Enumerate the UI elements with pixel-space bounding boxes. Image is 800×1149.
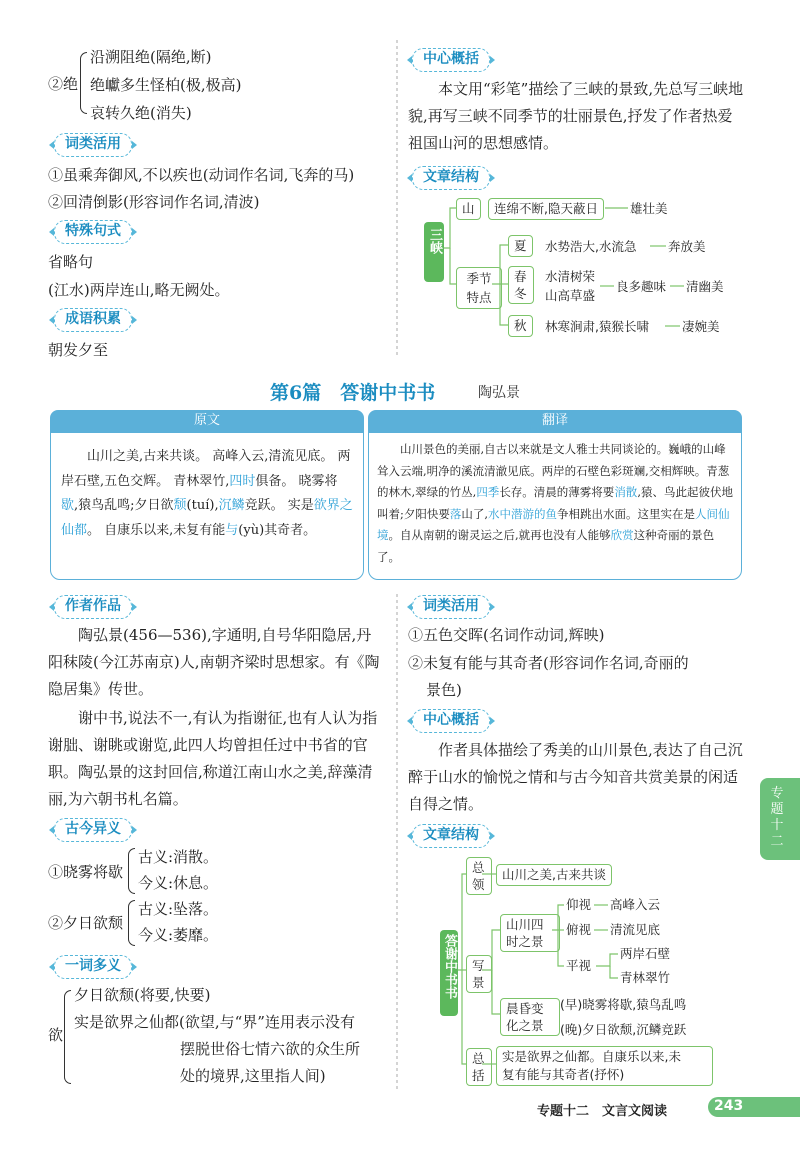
highlight-text: 落 — [449, 506, 462, 521]
body-text: 山川之美,古来共谈。 高峰入云,清流见底。 两岸石壁,五色交辉。 青林翠竹, — [61, 449, 351, 489]
mm2-zong-kuo-desc1: 实是欲界之仙都。自康乐以来,未 — [502, 1049, 681, 1064]
fanyi-header: 翻译 — [368, 410, 742, 432]
jue-item-2: 绝巘多生怪柏(极,极高) — [90, 76, 242, 94]
mm-sw-desc1: 水清树荣 — [545, 269, 596, 284]
fanyi-panel — [368, 432, 742, 580]
page-number: 243 — [714, 1098, 744, 1114]
gj2-label: ②夕日欲颓 — [48, 914, 124, 932]
mm-shan-res: 雄壮美 — [630, 201, 668, 216]
tag-te-shu-ju-shi: 特殊句式 — [54, 220, 132, 244]
tag-zhong-xin-gai-kuo-2: 中心概括 — [412, 709, 490, 733]
rb-ci-lei-2a: ②未复有能与其奇者(形容词作名词,奇丽的 — [408, 654, 689, 672]
body-text: 山了, — [461, 506, 489, 521]
mm-sw-mid: 良多趣味 — [616, 279, 667, 294]
highlight-text: 欣赏 — [610, 528, 634, 543]
mm2-zong-kuo-desc2: 复有能与其奇者(抒怀) — [502, 1067, 625, 1082]
jue-label: ②绝 — [48, 75, 79, 93]
tag-ci-lei-huo-yong: 词类活用 — [54, 133, 132, 157]
mindmap2-root — [440, 930, 458, 1016]
side-tab-label: 专题十二 — [770, 786, 784, 849]
page-number-badge — [708, 1097, 800, 1117]
mm2-yang-desc: 高峰入云 — [610, 897, 661, 912]
tag-zuo-zhe-zuo-pin: 作者作品 — [54, 595, 132, 619]
gj2-jin: 今义:萎靡。 — [138, 926, 219, 944]
mm2-zong-ling: 总领 — [466, 857, 492, 895]
body-text: 争相跳出水面。这里实在是 — [557, 506, 696, 521]
te-shu-item-1: 省略句 — [48, 253, 94, 271]
rb-ci-lei-1: ①五色交晖(名词作动词,辉映) — [408, 626, 605, 644]
gj1-gu: 古义:消散。 — [138, 848, 219, 866]
mm-sw-res: 清幽美 — [686, 279, 724, 294]
side-tab[interactable] — [760, 778, 800, 860]
rb-ci-lei-2b: 景色) — [426, 681, 462, 699]
mindmap2-root-label: 答谢中书书 — [442, 934, 457, 999]
yuanwen-text — [61, 445, 353, 543]
fanyi-text — [377, 439, 735, 569]
mm-autumn: 秋 — [508, 315, 533, 337]
body-text: 。自从南朝的谢灵运之后,就再也没有人能够 — [388, 528, 611, 543]
yi-ci-2a: 实是欲界之仙都(欲望,与“界”连用表示没有 — [74, 1013, 355, 1031]
mindmap-root-label: 三峡 — [427, 228, 442, 254]
mm2-ping-shi: 平视 — [566, 958, 592, 973]
gj1-jin: 今义:休息。 — [138, 874, 219, 892]
mm-summer-desc: 水势浩大,水流急 — [545, 239, 637, 254]
brace — [128, 900, 135, 946]
footer-text: 专题十二 文言文阅读 — [537, 1104, 668, 1119]
mm2-wan: (晚)夕日欲颓,沉鳞竞跃 — [560, 1022, 687, 1037]
body-text: 山川景色的美丽,自古以来就是文人雅士共同谈论的。巍峨的山峰耸入云端,明净的溪流清澈见底。两岸的石壁色彩斑斓,交相辉映。青葱的林木,翠绿的竹丛, — [377, 442, 730, 500]
mm-season: 季节特点 — [456, 267, 502, 309]
te-shu-item-2: (江水)两岸连山,略无阙处。 — [48, 281, 230, 299]
body-text: ,猿、鸟此起彼伏地叫着;夕阳快要 — [377, 485, 733, 521]
article-title: 第6篇 答谢中书书 — [270, 382, 436, 404]
yi-ci-2c: 处的境界,这里指人间) — [180, 1067, 326, 1085]
rb-zhong-xin-text: 作者具体描绘了秀美的山川景色,表达了自己沉醉于山水的愉悦之情和与古今知音共赏美景的闲适自得之情。 — [408, 741, 743, 813]
highlight-text: 四时 — [229, 473, 256, 489]
mm2-zong-kuo: 总括 — [466, 1048, 492, 1086]
article-author: 陶弘景 — [478, 385, 520, 401]
tag-gu-jin-yi-yi: 古今异义 — [54, 818, 132, 842]
mm2-shan-chuan: 山川四时之景 — [500, 914, 560, 952]
body-text: 这种奇丽的景色了。 — [377, 528, 715, 564]
highlight-text: 消散 — [614, 485, 638, 500]
gj1-label: ①晓雾将歇 — [48, 863, 124, 881]
mm-sw-desc2: 山高草盛 — [545, 288, 596, 303]
tag-wen-zhang-jie-gou: 文章结构 — [412, 166, 490, 190]
zuo-zhe-p1: 陶弘景(456—536),字通明,自号华阳隐居,丹阳秣陵(今江苏南京)人,南朝齐梁时思想家。有《陶隐居集》传世。 — [48, 626, 380, 698]
highlight-text: 水中潜游的鱼 — [488, 506, 558, 521]
mm2-fu-desc: 清流见底 — [610, 922, 661, 937]
ci-lei-item-2: ②回清倒影(形容词作名词,清波) — [48, 193, 260, 211]
brace — [80, 52, 87, 114]
mm-autumn-desc: 林寒涧肃,猿猴长啸 — [545, 319, 649, 334]
highlight-text: 沉鳞 — [218, 498, 245, 513]
mm2-zong-kuo-desc — [496, 1046, 713, 1086]
tag-yi-ci-duo-yi: 一词多义 — [54, 955, 132, 979]
highlight-text: 人间仙境 — [377, 506, 730, 543]
yi-ci-2b: 摆脱世俗七情六欲的众生所 — [180, 1040, 361, 1058]
mm2-ping-desc2: 青林翠竹 — [620, 970, 671, 985]
mm-spring-winter: 春冬 — [508, 266, 534, 304]
mm-summer-res: 奔放美 — [668, 239, 706, 254]
jue-item-3: 哀转久绝(消失) — [90, 104, 192, 122]
highlight-text: 颓 — [173, 498, 187, 513]
mm2-zong-ling-desc: 山川之美,古来共谈 — [496, 864, 612, 886]
tag-zhong-xin-gai-kuo: 中心概括 — [412, 48, 490, 72]
body-text: (tuí), — [186, 498, 219, 513]
tag-cheng-yu-ji-lei: 成语积累 — [54, 308, 132, 332]
yuanwen-header: 原文 — [50, 410, 364, 432]
mm2-ping-desc1: 两岸石壁 — [620, 946, 671, 961]
yi-ci-label: 欲 — [48, 1026, 64, 1044]
highlight-text: 与 — [225, 522, 239, 538]
mm2-yang-shi: 仰视 — [566, 897, 592, 912]
tag-wen-zhang-jie-gou-2: 文章结构 — [412, 824, 490, 848]
body-text: ,猿鸟乱鸣;夕日欲 — [74, 498, 174, 513]
gj2-gu: 古义:坠落。 — [138, 900, 219, 918]
mm2-chen-hun: 晨昏变化之景 — [500, 998, 560, 1036]
zuo-zhe-p2: 谢中书,说法不一,有认为指谢征,也有人认为指谢朏、谢眺或谢览,此四人均曾担任过中书省的官职。陶弘景的这封回信,称道江南山水之美,辞藻清丽,为六朝书札名篇。 — [48, 709, 378, 808]
zhong-xin-text: 本文用“彩笔”描绘了三峡的景致,先总写三峡地貌,再写三峡不同季节的壮丽景色,抒发了作者热爱祖国山河的思想感情。 — [408, 80, 744, 152]
body-text: 竞跃。 实是 — [244, 498, 314, 513]
mm2-xie-jing: 写景 — [466, 955, 492, 993]
highlight-text: 欲界之仙都 — [61, 498, 353, 538]
body-text: 。 自康乐以来,未复有能 — [87, 522, 226, 538]
body-text: 俱备。 晓雾将 — [255, 473, 338, 489]
jue-item-1: 沿溯阻绝(隔绝,断) — [90, 48, 212, 66]
mm2-zao: (早)晓雾将歇,猿鸟乱鸣 — [560, 997, 687, 1012]
cheng-yu: 朝发夕至 — [48, 341, 109, 359]
mindmap-root — [424, 222, 444, 282]
body-text: 长存。清晨的薄雾将要 — [499, 485, 615, 500]
mm2-fu-shi: 俯视 — [566, 922, 592, 937]
yi-ci-1: 夕日欲颓(将要,快要) — [74, 986, 211, 1004]
tag-ci-lei-huo-yong-2: 词类活用 — [412, 595, 490, 619]
highlight-text: 歇 — [61, 498, 75, 513]
brace — [128, 848, 135, 894]
brace — [64, 990, 71, 1084]
mm-shan: 山 — [456, 198, 481, 220]
highlight-text: 四季 — [476, 485, 500, 500]
mm-summer: 夏 — [508, 235, 533, 257]
mm-shan-desc: 连绵不断,隐天蔽日 — [488, 198, 604, 220]
yuanwen-panel — [50, 432, 364, 580]
ci-lei-item-1: ①虽乘奔御风,不以疾也(动词作名词,飞奔的马) — [48, 166, 355, 184]
mm-autumn-res: 凄婉美 — [682, 319, 720, 334]
body-text: (yù)其奇者。 — [238, 522, 317, 538]
